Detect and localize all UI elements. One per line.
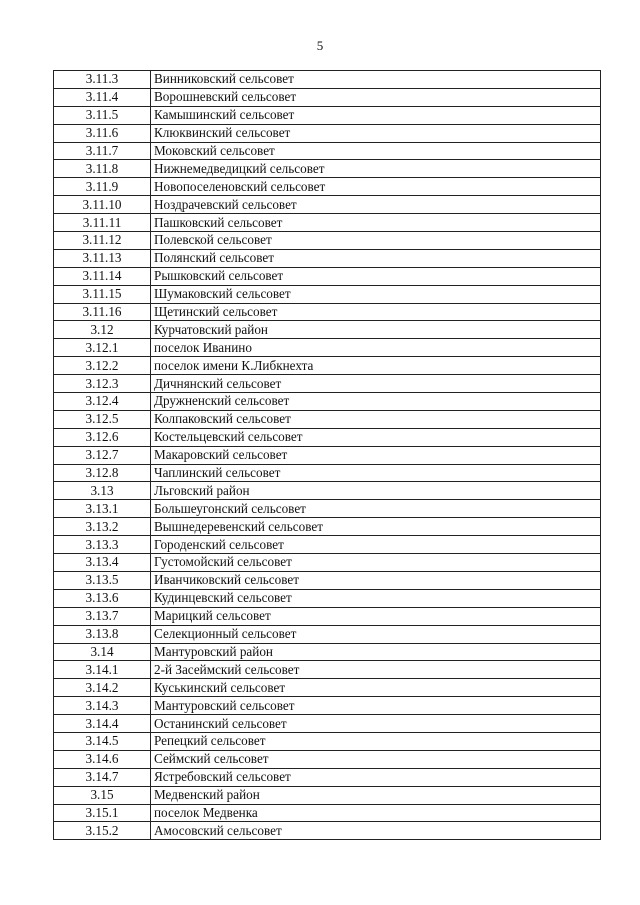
row-code-cell: 3.11.5 <box>54 106 151 124</box>
row-code-cell: 3.11.9 <box>54 178 151 196</box>
row-code-cell: 3.14.7 <box>54 768 151 786</box>
row-code-cell: 3.13.6 <box>54 589 151 607</box>
table-row <box>54 410 601 428</box>
table-row <box>54 428 601 446</box>
row-name-cell: Нижнемедведицкий сельсовет <box>151 160 601 178</box>
row-code-cell: 3.11.16 <box>54 303 151 321</box>
row-name-cell: Амосовский сельсовет <box>151 822 601 840</box>
row-name-cell: 2-й Засеймский сельсовет <box>151 661 601 679</box>
table-row <box>54 214 601 232</box>
table-row <box>54 375 601 393</box>
row-code-cell: 3.13 <box>54 482 151 500</box>
row-code-cell: 3.11.7 <box>54 142 151 160</box>
regions-table-body <box>54 71 601 840</box>
row-name-cell: Ворошневский сельсовет <box>151 88 601 106</box>
table-row <box>54 303 601 321</box>
row-name-cell: Медвенский район <box>151 786 601 804</box>
row-name-cell: Рышковский сельсовет <box>151 267 601 285</box>
row-code-cell: 3.12.5 <box>54 410 151 428</box>
row-code-cell: 3.12.7 <box>54 446 151 464</box>
row-name-cell: Клюквинский сельсовет <box>151 124 601 142</box>
row-name-cell: Дружненский сельсовет <box>151 393 601 411</box>
row-code-cell: 3.12.2 <box>54 357 151 375</box>
row-name-cell: Полевской сельсовет <box>151 232 601 250</box>
table-row <box>54 267 601 285</box>
row-code-cell: 3.12.6 <box>54 428 151 446</box>
row-code-cell: 3.12.3 <box>54 375 151 393</box>
row-code-cell: 3.11.3 <box>54 71 151 89</box>
row-name-cell: Мантуровский сельсовет <box>151 697 601 715</box>
table-row <box>54 715 601 733</box>
row-name-cell: Ноздрачевский сельсовет <box>151 196 601 214</box>
row-name-cell: Полянский сельсовет <box>151 249 601 267</box>
table-row <box>54 482 601 500</box>
row-code-cell: 3.12 <box>54 321 151 339</box>
row-code-cell: 3.13.1 <box>54 500 151 518</box>
row-code-cell: 3.13.3 <box>54 536 151 554</box>
table-row <box>54 249 601 267</box>
row-name-cell: Останинский сельсовет <box>151 715 601 733</box>
table-row <box>54 804 601 822</box>
table-row <box>54 446 601 464</box>
row-name-cell: Моковский сельсовет <box>151 142 601 160</box>
row-name-cell: Дичнянский сельсовет <box>151 375 601 393</box>
row-code-cell: 3.12.4 <box>54 393 151 411</box>
row-code-cell: 3.14.2 <box>54 679 151 697</box>
row-name-cell: поселок Иванино <box>151 339 601 357</box>
row-code-cell: 3.13.4 <box>54 554 151 572</box>
row-name-cell: Селекционный сельсовет <box>151 625 601 643</box>
row-code-cell: 3.15.2 <box>54 822 151 840</box>
row-code-cell: 3.13.8 <box>54 625 151 643</box>
table-row <box>54 339 601 357</box>
table-row <box>54 142 601 160</box>
row-name-cell: Городенский сельсовет <box>151 536 601 554</box>
table-row <box>54 679 601 697</box>
row-code-cell: 3.14 <box>54 643 151 661</box>
row-name-cell: Иванчиковский сельсовет <box>151 571 601 589</box>
row-name-cell: Колпаковский сельсовет <box>151 410 601 428</box>
table-row <box>54 178 601 196</box>
table-row <box>54 589 601 607</box>
row-code-cell: 3.11.10 <box>54 196 151 214</box>
table-row <box>54 464 601 482</box>
row-name-cell: Густомойский сельсовет <box>151 554 601 572</box>
row-name-cell: Курчатовский район <box>151 321 601 339</box>
row-name-cell: Чаплинский сельсовет <box>151 464 601 482</box>
row-name-cell: Льговский район <box>151 482 601 500</box>
row-name-cell: поселок имени К.Либкнехта <box>151 357 601 375</box>
row-code-cell: 3.11.4 <box>54 88 151 106</box>
table-row <box>54 124 601 142</box>
table-row <box>54 518 601 536</box>
row-name-cell: Пашковский сельсовет <box>151 214 601 232</box>
row-name-cell: Сеймский сельсовет <box>151 750 601 768</box>
row-name-cell: Камышинский сельсовет <box>151 106 601 124</box>
row-name-cell: Макаровский сельсовет <box>151 446 601 464</box>
row-name-cell: Репецкий сельсовет <box>151 732 601 750</box>
row-code-cell: 3.14.5 <box>54 732 151 750</box>
table-row <box>54 285 601 303</box>
row-code-cell: 3.11.8 <box>54 160 151 178</box>
row-name-cell: Большеугонский сельсовет <box>151 500 601 518</box>
row-name-cell: Винниковский сельсовет <box>151 71 601 89</box>
table-row <box>54 625 601 643</box>
row-name-cell: Шумаковский сельсовет <box>151 285 601 303</box>
row-code-cell: 3.12.8 <box>54 464 151 482</box>
row-code-cell: 3.13.5 <box>54 571 151 589</box>
row-name-cell: Куськинский сельсовет <box>151 679 601 697</box>
row-code-cell: 3.11.11 <box>54 214 151 232</box>
table-row <box>54 697 601 715</box>
table-row <box>54 536 601 554</box>
table-row <box>54 786 601 804</box>
table-row <box>54 822 601 840</box>
row-name-cell: Вышнедеревенский сельсовет <box>151 518 601 536</box>
table-row <box>54 196 601 214</box>
row-name-cell: Щетинский сельсовет <box>151 303 601 321</box>
row-code-cell: 3.15.1 <box>54 804 151 822</box>
row-code-cell: 3.13.2 <box>54 518 151 536</box>
table-row <box>54 500 601 518</box>
table-row <box>54 321 601 339</box>
row-code-cell: 3.14.3 <box>54 697 151 715</box>
table-row <box>54 160 601 178</box>
regions-table <box>53 70 601 840</box>
row-code-cell: 3.14.4 <box>54 715 151 733</box>
table-row <box>54 554 601 572</box>
table-row <box>54 106 601 124</box>
row-code-cell: 3.14.6 <box>54 750 151 768</box>
row-code-cell: 3.11.6 <box>54 124 151 142</box>
row-name-cell: Кудинцевский сельсовет <box>151 589 601 607</box>
table-row <box>54 732 601 750</box>
row-name-cell: Костельцевский сельсовет <box>151 428 601 446</box>
table-row <box>54 393 601 411</box>
row-name-cell: поселок Медвенка <box>151 804 601 822</box>
row-code-cell: 3.15 <box>54 786 151 804</box>
row-code-cell: 3.14.1 <box>54 661 151 679</box>
table-row <box>54 571 601 589</box>
row-name-cell: Ястребовский сельсовет <box>151 768 601 786</box>
table-row <box>54 88 601 106</box>
table-row <box>54 357 601 375</box>
row-code-cell: 3.13.7 <box>54 607 151 625</box>
row-name-cell: Мантуровский район <box>151 643 601 661</box>
row-code-cell: 3.11.12 <box>54 232 151 250</box>
table-row <box>54 750 601 768</box>
row-code-cell: 3.11.15 <box>54 285 151 303</box>
row-code-cell: 3.12.1 <box>54 339 151 357</box>
table-row <box>54 607 601 625</box>
table-row <box>54 232 601 250</box>
row-code-cell: 3.11.13 <box>54 249 151 267</box>
table-row <box>54 768 601 786</box>
table-row <box>54 643 601 661</box>
row-name-cell: Марицкий сельсовет <box>151 607 601 625</box>
page-number: 5 <box>316 38 324 53</box>
row-name-cell: Новопоселеновский сельсовет <box>151 178 601 196</box>
table-row <box>54 661 601 679</box>
table-row <box>54 71 601 89</box>
row-code-cell: 3.11.14 <box>54 267 151 285</box>
